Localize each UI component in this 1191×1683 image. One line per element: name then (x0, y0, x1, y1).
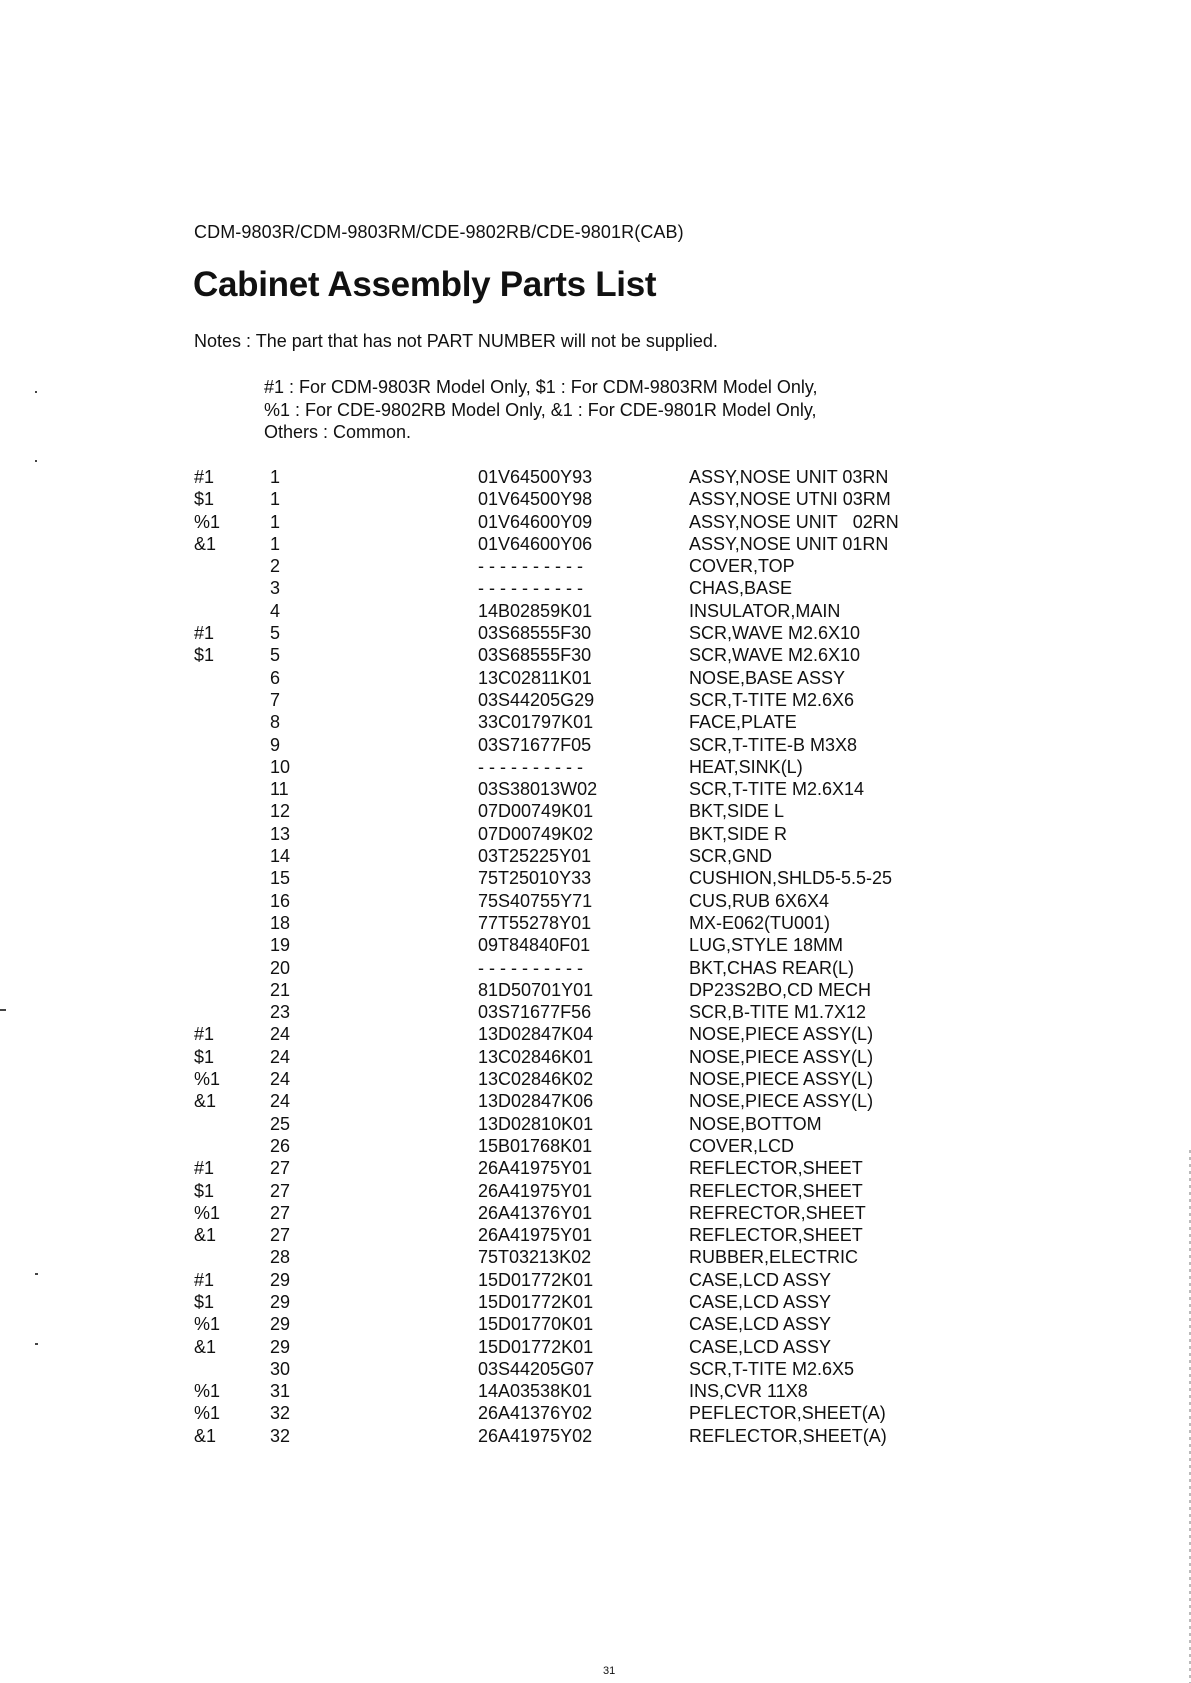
part-description: REFLECTOR,SHEET (689, 1158, 863, 1179)
part-description: CASE,LCD ASSY (689, 1336, 832, 1357)
model-mark: #1 (194, 1024, 215, 1045)
model-mark: $1 (194, 645, 215, 666)
ref-number: 3 (270, 578, 281, 599)
model-mark: &1 (194, 1425, 217, 1446)
model-mark: &1 (194, 1225, 217, 1246)
model-mark (188, 1135, 270, 1157)
model-mark (188, 823, 270, 845)
part-description: ASSY,NOSE UNIT 02RN (689, 511, 899, 532)
part-number: 03S68555F30 (478, 645, 592, 666)
part-number: 26A41376Y02 (478, 1403, 593, 1424)
model-mark (188, 600, 270, 622)
part-description: ASSY,NOSE UTNI 03RM (689, 489, 891, 510)
ref-number: 16 (270, 890, 291, 911)
ref-number: 4 (270, 600, 281, 621)
part-number: 15D01772K01 (478, 1291, 594, 1312)
page-number: 31 (603, 1665, 616, 1677)
part-number: 26A41975Y02 (478, 1425, 593, 1446)
table-row (188, 1402, 939, 1424)
ref-number: 31 (270, 1381, 291, 1402)
model-mark: &1 (194, 1091, 217, 1112)
part-number: - - - - - - - - - - (478, 756, 583, 777)
part-description: REFLECTOR,SHEET(A) (689, 1425, 887, 1446)
ref-number: 12 (270, 801, 291, 822)
ref-number: 5 (270, 623, 281, 644)
ref-number: 26 (270, 1135, 291, 1156)
table-row (188, 1358, 939, 1380)
model-mark (188, 867, 270, 889)
model-mark (188, 689, 270, 711)
part-number: 14B02859K01 (478, 600, 593, 621)
part-number: 15D01772K01 (478, 1269, 594, 1290)
part-number: 03S71677F56 (478, 1002, 592, 1023)
part-number: 07D00749K02 (478, 823, 594, 844)
part-description: NOSE,PIECE ASSY(L) (689, 1024, 874, 1045)
part-number: 15D01770K01 (478, 1314, 594, 1335)
ref-number: 5 (270, 645, 281, 666)
ref-number: 24 (270, 1069, 291, 1090)
table-row (188, 800, 939, 822)
ref-number: 13 (270, 823, 291, 844)
ref-number: 28 (270, 1247, 291, 1268)
part-number: 03S71677F05 (478, 734, 592, 755)
ref-number: 9 (270, 734, 281, 755)
ref-number: 15 (270, 868, 291, 889)
parts-table-body (188, 466, 939, 1447)
part-description: HEAT,SINK(L) (689, 756, 803, 777)
table-row (188, 890, 939, 912)
part-number: 75S40755Y71 (478, 890, 593, 911)
model-mark (188, 957, 270, 979)
part-number: 15B01768K01 (478, 1135, 593, 1156)
legend-line: Others : Common. (264, 422, 412, 442)
table-row (188, 488, 939, 510)
ref-number: 29 (270, 1269, 291, 1290)
part-number: 13C02811K01 (478, 667, 592, 688)
part-number: 01V64600Y06 (478, 533, 593, 554)
table-row (188, 756, 939, 778)
ref-number: 1 (270, 467, 281, 487)
table-row (188, 1380, 939, 1402)
model-mark: $1 (194, 1046, 215, 1067)
part-description: NOSE,PIECE ASSY(L) (689, 1069, 874, 1090)
table-row (188, 934, 939, 956)
part-number: 13C02846K02 (478, 1069, 594, 1090)
part-description: BKT,SIDE R (689, 823, 788, 844)
model-mark: &1 (194, 1336, 217, 1357)
part-description: NOSE,PIECE ASSY(L) (689, 1046, 874, 1067)
table-row (188, 1224, 939, 1246)
model-mark (188, 667, 270, 689)
part-number: - - - - - - - - - - (478, 578, 583, 599)
ref-number: 1 (270, 489, 281, 510)
table-row (188, 823, 939, 845)
model-mark (188, 778, 270, 800)
table-row (188, 533, 939, 555)
part-number: 26A41975Y01 (478, 1180, 593, 1201)
ref-number: 18 (270, 912, 291, 933)
ref-number: 29 (270, 1336, 291, 1357)
legend-line: %1 : For CDE-9802RB Model Only, &1 : For CDE-9801R Model Only, (264, 399, 817, 420)
model-mark: #1 (194, 1158, 215, 1179)
table-row (188, 644, 939, 666)
scan-speck (35, 1343, 38, 1345)
ref-number: 32 (270, 1425, 291, 1446)
model-mark (188, 711, 270, 733)
part-description: BKT,CHAS REAR(L) (689, 957, 855, 978)
table-row (188, 1246, 939, 1268)
part-number: 03S44205G07 (478, 1358, 595, 1379)
table-row (188, 1202, 939, 1224)
model-mark (188, 1001, 270, 1023)
model-mark (188, 845, 270, 867)
part-number: - - - - - - - - - - (478, 957, 583, 978)
table-row (188, 1001, 939, 1023)
part-number: 77T55278Y01 (478, 912, 592, 933)
part-description: CASE,LCD ASSY (689, 1291, 832, 1312)
ref-number: 29 (270, 1314, 291, 1335)
part-description: SCR,B-TITE M1.7X12 (689, 1002, 867, 1023)
part-description: INS,CVR 11X8 (689, 1381, 808, 1402)
part-description: COVER,LCD (689, 1135, 795, 1156)
table-row (188, 734, 939, 756)
part-description: ASSY,NOSE UNIT 01RN (689, 533, 889, 554)
model-mark: %1 (194, 511, 221, 532)
ref-number: 6 (270, 667, 281, 688)
table-row (188, 1313, 939, 1335)
ref-number: 27 (270, 1180, 291, 1201)
table-row (188, 466, 939, 488)
model-mark: %1 (194, 1314, 221, 1335)
model-mark: $1 (194, 1180, 215, 1201)
scan-speck (0, 1009, 6, 1011)
table-row (188, 1157, 939, 1179)
table-row (188, 511, 939, 533)
table-row (188, 600, 939, 622)
part-description: FACE,PLATE (689, 712, 797, 733)
table-row (188, 622, 939, 644)
table-row (188, 1113, 939, 1135)
table-row (188, 1180, 939, 1202)
ref-number: 8 (270, 712, 281, 733)
legend-line: #1 : For CDM-9803R Model Only, $1 : For CDM-9803RM Model Only, (264, 377, 818, 397)
part-description: SCR,T-TITE M2.6X6 (689, 689, 855, 710)
parts-table (188, 466, 939, 1447)
part-description: SCR,WAVE M2.6X10 (689, 623, 861, 644)
table-row (188, 1425, 939, 1447)
ref-number: 23 (270, 1002, 291, 1023)
ref-number: 19 (270, 935, 291, 956)
part-number: 09T84840F01 (478, 935, 591, 956)
table-row (188, 957, 939, 979)
model-mark: #1 (194, 467, 215, 487)
table-row (188, 667, 939, 689)
part-description: NOSE,PIECE ASSY(L) (689, 1091, 874, 1112)
model-mark: %1 (194, 1381, 221, 1402)
part-description: SCR,WAVE M2.6X10 (689, 645, 861, 666)
part-description: DP23S2BO,CD MECH (689, 979, 872, 1000)
table-row (188, 845, 939, 867)
part-number: 13D02810K01 (478, 1113, 594, 1134)
part-description: RUBBER,ELECTRIC (689, 1247, 859, 1268)
part-description: CHAS,BASE (689, 578, 793, 599)
part-description: CUSHION,SHLD5-5.5-25 (689, 868, 893, 889)
part-number: 01V64600Y09 (478, 511, 593, 532)
ref-number: 21 (270, 979, 291, 1000)
model-mark: #1 (194, 623, 215, 644)
part-description: SCR,T-TITE-B M3X8 (689, 734, 858, 755)
model-mark (188, 979, 270, 1001)
part-description: COVER,TOP (689, 556, 795, 577)
part-number: 75T25010Y33 (478, 868, 592, 889)
table-row (188, 1090, 939, 1112)
part-number: 26A41975Y01 (478, 1225, 593, 1246)
part-number: 81D50701Y01 (478, 979, 594, 1000)
model-mark (188, 934, 270, 956)
ref-number: 25 (270, 1113, 291, 1134)
model-mark (188, 756, 270, 778)
part-description: BKT,SIDE L (689, 801, 785, 822)
part-description: SCR,T-TITE M2.6X14 (689, 779, 865, 800)
ref-number: 30 (270, 1358, 291, 1379)
table-row (188, 1291, 939, 1313)
part-number: - - - - - - - - - - (478, 556, 583, 577)
ref-number: 2 (270, 556, 281, 577)
model-mark: %1 (194, 1202, 221, 1223)
part-description: ASSY,NOSE UNIT 03RN (689, 467, 889, 487)
model-mark: $1 (194, 1291, 215, 1312)
part-number: 03S38013W02 (478, 779, 598, 800)
part-description: REFLECTOR,SHEET (689, 1180, 863, 1201)
ref-number: 27 (270, 1202, 291, 1223)
table-row (188, 1023, 939, 1045)
table-row (188, 711, 939, 733)
model-mark (188, 734, 270, 756)
part-number: 03T25225Y01 (478, 846, 592, 867)
ref-number: 24 (270, 1024, 291, 1045)
table-row (188, 1046, 939, 1068)
part-description: CASE,LCD ASSY (689, 1269, 832, 1290)
part-description: MX-E062(TU001) (689, 912, 831, 933)
ref-number: 14 (270, 846, 291, 867)
model-line: CDM-9803R/CDM-9803RM/CDE-9802RB/CDE-9801R(CAB) (194, 222, 684, 242)
model-mark (188, 1358, 270, 1380)
part-number: 03S44205G29 (478, 689, 595, 710)
notes-text: Notes : The part that has not PART NUMBER will not be supplied. (194, 331, 718, 351)
part-description: REFRECTOR,SHEET (689, 1202, 866, 1223)
part-number: 15D01772K01 (478, 1336, 594, 1357)
part-description: REFLECTOR,SHEET (689, 1225, 863, 1246)
ref-number: 1 (270, 511, 281, 532)
part-number: 26A41975Y01 (478, 1158, 593, 1179)
scan-speck (35, 460, 37, 462)
part-number: 13D02847K06 (478, 1091, 594, 1112)
part-description: PEFLECTOR,SHEET(A) (689, 1403, 886, 1424)
part-number: 13D02847K04 (478, 1024, 594, 1045)
part-description: NOSE,BASE ASSY (689, 667, 846, 688)
model-mark: $1 (194, 489, 215, 510)
part-number: 01V64500Y98 (478, 489, 593, 510)
page-title: Cabinet Assembly Parts List (193, 265, 657, 304)
ref-number: 24 (270, 1091, 291, 1112)
part-number: 13C02846K01 (478, 1046, 594, 1067)
part-number: 07D00749K01 (478, 801, 594, 822)
model-mark (188, 1246, 270, 1268)
table-row (188, 867, 939, 889)
model-mark (188, 1113, 270, 1135)
part-description: INSULATOR,MAIN (689, 600, 841, 621)
ref-number: 27 (270, 1225, 291, 1246)
part-description: CASE,LCD ASSY (689, 1314, 832, 1335)
model-mark (188, 890, 270, 912)
table-row (188, 577, 939, 599)
model-mark: &1 (194, 533, 217, 554)
table-row (188, 1269, 939, 1291)
ref-number: 32 (270, 1403, 291, 1424)
table-row (188, 979, 939, 1001)
part-number: 33C01797K01 (478, 712, 594, 733)
model-mark (188, 912, 270, 934)
model-mark: %1 (194, 1403, 221, 1424)
model-mark (188, 555, 270, 577)
table-row (188, 555, 939, 577)
table-row (188, 1336, 939, 1358)
model-mark (188, 800, 270, 822)
table-row (188, 1135, 939, 1157)
ref-number: 1 (270, 533, 281, 554)
ref-number: 11 (270, 779, 289, 800)
table-row (188, 689, 939, 711)
part-description: NOSE,BOTTOM (689, 1113, 822, 1134)
model-mark: %1 (194, 1069, 221, 1090)
model-mark: #1 (194, 1269, 215, 1290)
part-number: 01V64500Y93 (478, 467, 593, 487)
ref-number: 24 (270, 1046, 291, 1067)
table-row (188, 778, 939, 800)
part-number: 26A41376Y01 (478, 1202, 593, 1223)
ref-number: 10 (270, 756, 291, 777)
ref-number: 20 (270, 957, 291, 978)
ref-number: 7 (270, 689, 281, 710)
scan-speck (35, 391, 37, 393)
part-description: LUG,STYLE 18MM (689, 935, 844, 956)
part-number: 03S68555F30 (478, 623, 592, 644)
ref-number: 27 (270, 1158, 291, 1179)
table-row (188, 1068, 939, 1090)
part-number: 14A03538K01 (478, 1381, 593, 1402)
part-number: 75T03213K02 (478, 1247, 592, 1268)
model-mark (188, 577, 270, 599)
part-description: SCR,T-TITE M2.6X5 (689, 1358, 855, 1379)
part-description: CUS,RUB 6X6X4 (689, 890, 830, 911)
ref-number: 29 (270, 1291, 291, 1312)
model-legend (264, 376, 818, 444)
part-description: SCR,GND (689, 846, 773, 867)
scan-speck (35, 1273, 38, 1275)
table-row (188, 912, 939, 934)
